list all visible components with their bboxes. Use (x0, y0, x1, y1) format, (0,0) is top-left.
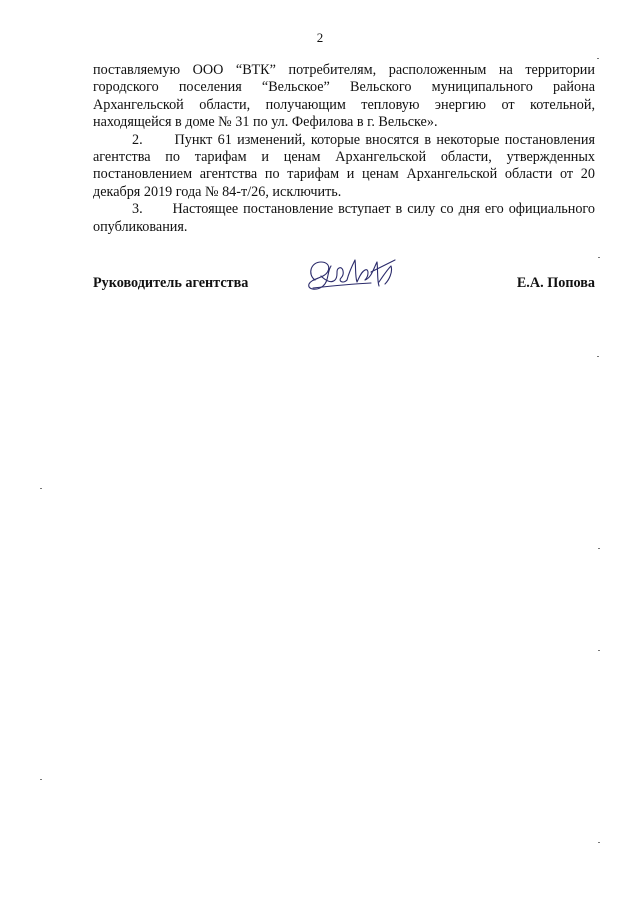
scan-speck (40, 488, 42, 489)
signature-icon (301, 250, 401, 296)
document-body (93, 62, 595, 236)
scan-speck (598, 650, 600, 651)
scan-speck (597, 58, 599, 59)
scan-speck (597, 356, 599, 357)
signature-block (93, 264, 595, 304)
scan-speck (598, 548, 600, 549)
paragraph-continuation: поставляемую ООО “ВТК” потребителям, расположенным на территории городского поселения “Вельское” Вельского муниципального района Архангельской области, получающим тепловую энергию от котельной, находящейся в доме № 31 по ул. Фефилова в г. Вельске». (93, 62, 595, 131)
page-number: 2 (316, 30, 324, 45)
signer-title: Руководитель агентства (93, 275, 249, 291)
paragraph-item-2: 2. Пункт 61 изменений, которые вносятся в некоторые постановления агентства по тарифам и ценам Архангельской области, утвержденных постановлением агентства по тарифам и ценам Архангельской области от 20 декабря 2019 года № 84-т/26, исключить. (93, 131, 595, 200)
scan-speck (598, 257, 600, 258)
signer-name: Е.А. Попова (516, 275, 595, 291)
scan-speck (40, 779, 42, 780)
scan-speck (598, 842, 600, 843)
paragraph-item-3: 3. Настоящее постановление вступает в силу со дня его официального опубликования. (93, 201, 595, 235)
